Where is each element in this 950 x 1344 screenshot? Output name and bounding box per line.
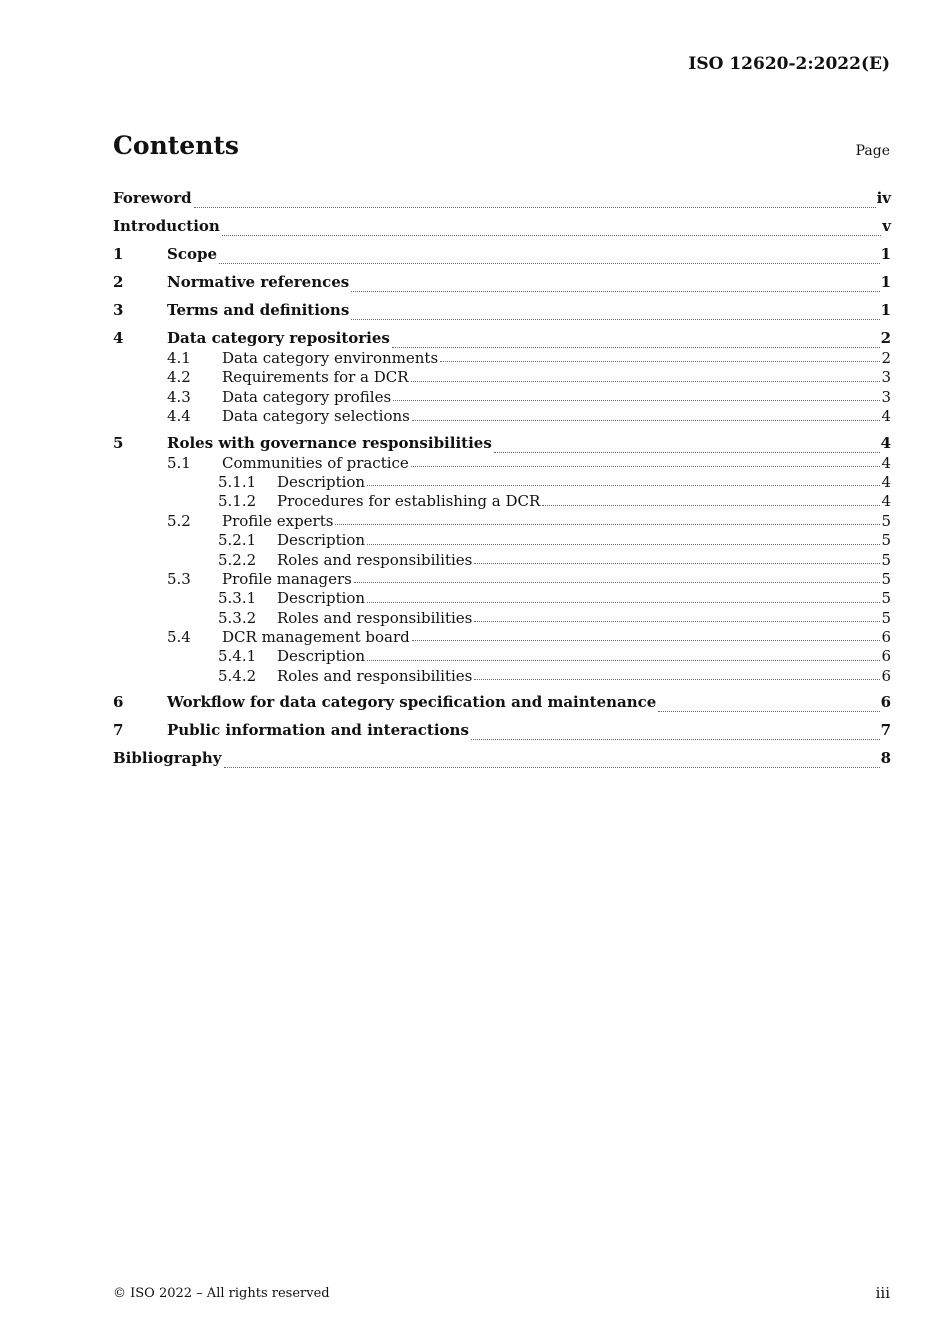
dot-leader [411,381,881,382]
page-title: Contents [113,131,240,160]
toc-entry-title: Profile experts [222,511,334,530]
dot-leader [335,524,880,525]
toc-entry[interactable] [113,690,891,718]
toc-entry[interactable] [113,407,891,426]
toc-entry[interactable] [113,512,891,531]
dot-leader [222,235,881,236]
toc-entry-number: 5.2.2 [218,550,257,569]
toc-entry-number: 4.3 [167,387,191,406]
toc-entry-title: Introduction [113,217,220,235]
toc-entry[interactable] [113,473,891,492]
toc-entry-page: iv [876,189,891,207]
dot-leader [194,207,876,208]
toc-entry[interactable] [113,214,891,242]
toc-entry-title: Data category selections [222,407,410,426]
toc-entry[interactable] [113,589,891,608]
toc-entry-page: 4 [880,433,891,452]
toc-entry-title: Procedures for establishing a DCR [277,492,541,511]
dot-leader [224,767,880,768]
toc-entry-number: 5.2.1 [218,531,257,550]
page-column-label: Page [855,143,890,159]
toc-entry-page: 2 [881,349,891,367]
toc-entry-page: 7 [880,721,891,740]
toc-entry-title: Terms and definitions [167,301,350,319]
toc-entry[interactable] [113,718,891,746]
toc-entry-number: 4.1 [167,349,191,367]
toc-entry-title: Bibliography [113,749,222,768]
toc-entry[interactable] [113,242,891,270]
toc-entry-number: 5.3.1 [218,589,257,608]
toc-entry-title: Communities of practice [222,453,409,472]
toc-entry-page: 4 [881,407,891,426]
toc-entry-page: 5 [881,589,891,608]
toc-entry-number: 5.1.2 [218,492,257,511]
dot-leader [393,400,880,401]
toc-entry-title: DCR management board [222,628,410,647]
toc-entry-page: 4 [881,492,891,511]
dot-leader [219,263,880,264]
document-id: ISO 12620-2:2022(E) [688,54,890,74]
toc-entry-page: 6 [881,647,891,666]
dot-leader [471,739,880,740]
toc-entry-page: 1 [880,301,891,319]
toc-entry[interactable] [113,492,891,511]
toc-entry-page: 8 [880,749,891,768]
toc-entry-page: 5 [881,569,891,588]
toc-entry-page: 5 [881,550,891,569]
toc-entry[interactable] [113,551,891,570]
toc-entry-title: Roles and responsibilities [277,608,473,627]
toc-entry-title: Roles and responsibilities [277,666,473,685]
toc-entry[interactable] [113,270,891,298]
dot-leader [367,660,880,661]
toc-entry-title: Description [277,472,366,491]
toc-entry-page: 6 [881,666,891,685]
toc-entry-title: Data category profiles [222,387,392,406]
toc-entry-title: Description [277,531,366,550]
dot-leader [658,711,879,712]
dot-leader [351,291,879,292]
toc-entry-title: Workflow for data category specification and maintenance [167,693,657,712]
toc-entry-number: 5.2 [167,511,191,530]
toc-entry-title: Roles with governance responsibilities [167,433,492,452]
toc-entry[interactable] [113,349,891,368]
toc-entry[interactable] [113,570,891,589]
toc-entry[interactable] [113,298,891,326]
toc-entry[interactable] [113,531,891,550]
toc-entry-number: 5.1.1 [218,472,257,491]
dot-leader [440,361,880,362]
dot-leader [474,679,880,680]
toc-entry-title: Data category repositories [167,329,390,347]
toc-entry-title: Foreword [113,189,192,207]
toc-entry-title: Data category environments [222,349,439,367]
dot-leader [412,420,881,421]
toc-entry-page: 3 [881,387,891,406]
toc-entry-number: 4.2 [167,368,191,387]
toc-entry[interactable] [113,667,891,686]
toc-entry-page: 2 [880,329,891,347]
toc-entry-number: 5.1 [167,453,191,472]
toc-entry[interactable] [113,388,891,407]
toc-entry-page: 4 [881,453,891,472]
dot-leader [542,505,880,506]
toc-entry-number: 5.4 [167,628,191,647]
dot-leader [354,582,881,583]
toc-entry-number: 7 [113,721,124,740]
dot-leader [412,640,881,641]
toc-entry-page: 5 [881,608,891,627]
toc-entry-title: Description [277,647,366,666]
toc-entry-number: 5.3 [167,569,191,588]
dot-leader [367,485,880,486]
toc-entry-title: Scope [167,245,218,263]
toc-entry-page: 1 [880,245,891,263]
toc-entry-page: 6 [880,693,891,712]
toc-entry[interactable] [113,609,891,628]
toc-entry[interactable] [113,368,891,387]
toc-entry-title: Roles and responsibilities [277,550,473,569]
dot-leader [474,621,880,622]
dot-leader [367,544,880,545]
toc-entry-title: Requirements for a DCR [222,368,409,387]
dot-leader [392,347,880,348]
toc-entry[interactable] [113,186,891,214]
toc-entry[interactable] [113,454,891,473]
toc-entry[interactable] [113,746,891,774]
copyright-notice: © ISO 2022 – All rights reserved [113,1286,330,1301]
toc-entry-title: Normative references [167,273,350,291]
toc-entry-number: 1 [113,245,124,263]
toc-entry-page: 5 [881,511,891,530]
toc-entry-page: 4 [881,472,891,491]
dot-leader [411,466,881,467]
toc-entry-number: 4 [113,329,124,347]
toc-entry-title: Description [277,589,366,608]
toc-entry-number: 5.4.2 [218,666,257,685]
page-number: iii [875,1284,890,1302]
toc-entry-number: 2 [113,273,124,291]
toc-entry-title: Public information and interactions [167,721,469,740]
toc-entry-number: 6 [113,693,124,712]
toc-entry-number: 4.4 [167,407,191,426]
toc-entry[interactable] [113,628,891,647]
dot-leader [474,563,880,564]
toc-entry-number: 5.4.1 [218,647,257,666]
toc-entry-number: 3 [113,301,124,319]
toc-entry-number: 5 [113,433,124,452]
toc-entry[interactable] [113,647,891,666]
toc-entry-number: 5.3.2 [218,608,257,627]
dot-leader [351,319,879,320]
dot-leader [494,452,880,453]
toc-entry-page: v [882,217,891,235]
dot-leader [367,602,880,603]
toc-entry-page: 5 [881,531,891,550]
toc-entry-title: Profile managers [222,569,352,588]
toc-entry-page: 3 [881,368,891,387]
toc-entry-page: 1 [880,273,891,291]
toc-entry-page: 6 [881,628,891,647]
table-of-contents [113,186,891,774]
